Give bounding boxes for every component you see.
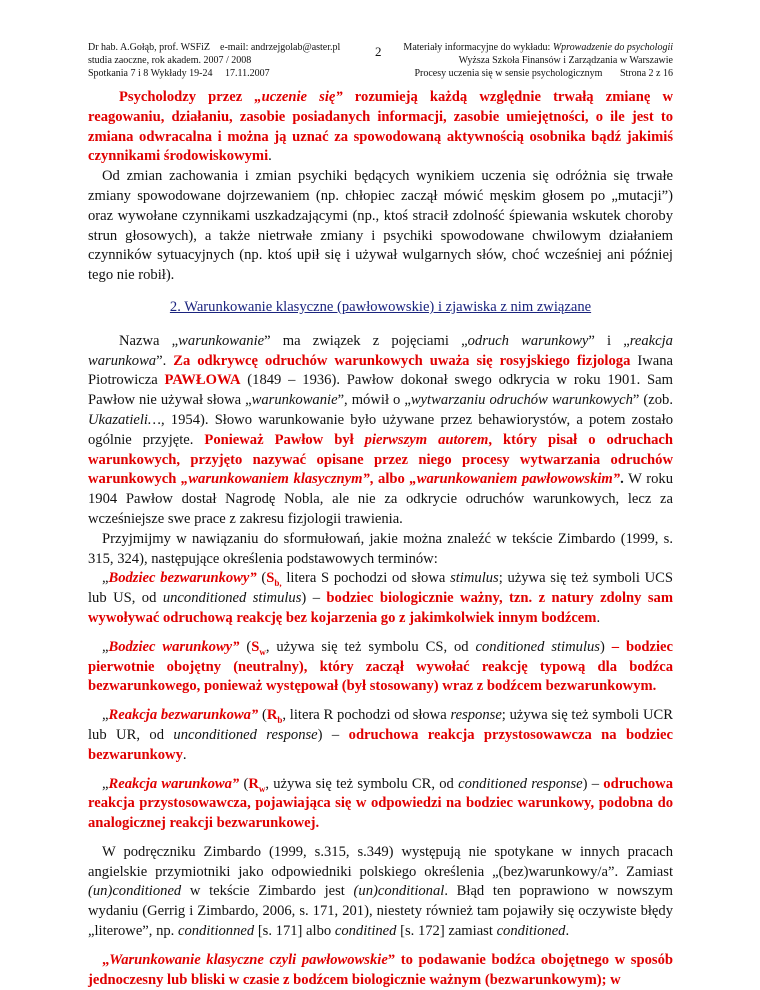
p3-s9: Iwana Piotrowicza — [88, 352, 673, 389]
p1-end: . — [268, 148, 272, 165]
p5-s1: W podręczniku Zimbardo (1999, s.315, s.349) występują nie spotykane w innych pracach angielskie przymiotniki jako odpowiedniki polskiego określenia „(bez)warunkowy/a”. Zamiast — [88, 843, 673, 880]
p5-i5: conditioned — [496, 923, 566, 940]
document-body — [88, 88, 673, 990]
pavlov-paragraph — [88, 332, 673, 530]
p3-s19: pierwszym autorem — [364, 431, 489, 448]
header-materials-prefix: Materiały informacyjne do wykładu: — [403, 42, 553, 53]
header-email: e-mail: andrzejgolab@aster.pl — [220, 42, 341, 53]
d4-symbol-sub: w — [258, 783, 266, 794]
p5-i3: conditionned — [177, 923, 255, 940]
p1-definition: rozumieją każdą względnie trwałą zmianę w reagowaniu, działaniu, zasobie posiadanych informacji, zasobie umiejętności, o ile jest to zmiana odwracalna i można ją uznać za spowodowaną aktywnością osobnika bądź jakimiś czynnikami środowiskowymi — [88, 89, 673, 165]
p3-s15: ” (zob. — [632, 392, 673, 409]
d3-symbol-sub: b — [277, 715, 283, 726]
d1-end: . — [596, 609, 601, 626]
d1-s3: ; używa się też symboli UCS lub US, od — [88, 570, 674, 607]
header-right — [363, 41, 673, 80]
header-author: Dr hab. A.Gołąb, prof. WSFiZ — [88, 42, 211, 53]
d3-symbol-letter: R — [266, 707, 278, 724]
header-date: 17.11.2007 — [224, 68, 270, 79]
p3-s20: , który pisał o odruchach warunkowych, przyjęto nazywać opisane przez niego procesy wytwarzania odruchów warunkowych — [88, 431, 674, 488]
d1-quote: „ — [102, 570, 109, 587]
p1-term: „uczenie się” — [254, 89, 343, 105]
p5-i1: (un)conditioned — [88, 883, 182, 900]
d1-s2: litera S pochodzi od słowa — [281, 570, 451, 587]
p3-s13: ”, mówił o „ — [337, 392, 411, 409]
learning-definition-paragraph — [88, 88, 673, 167]
p3-s1: Nazwa „ — [119, 332, 179, 349]
d4-quote: „ — [102, 775, 109, 792]
d3-s1: ( — [258, 707, 267, 724]
d1-definition: bodziec biologicznie ważny, tzn. z natury zdolny sam wywoływać odruchową reakcję bez kojarzenia go z jakimkolwiek innym bodźcem — [88, 590, 673, 626]
p3-s21: „warunkowaniem klasycznym” — [181, 471, 370, 488]
d2-definition: – bodziec pierwotnie obojętny (neutralny), który zaczął wywołać reakcję typową dla bodźca bezwarunkowego, ponieważ występował (był stosowany) wraz z bodźcem bezwarunkowym. — [88, 638, 673, 695]
p3-s11: (1849 – 1936). Pawłow dokonał swego odkrycia w roku 1901. Sam Pawłow nie używał słowa „ — [88, 372, 673, 409]
header-school: Wyższa Szkoła Finansów i Zarządzania w Warszawie — [458, 55, 673, 66]
definition-conditioned-response — [88, 775, 673, 834]
page-number: 2 — [375, 44, 382, 59]
d2-s2: , używa się też symbolu CS, od — [265, 638, 476, 655]
p3-s2: warunkowanie — [178, 332, 265, 349]
d4-symbol — [248, 776, 265, 792]
p5-s3: . Błąd ten poprawiono w nowszym wydaniu (Gerrig i Zimbardo, 2006, s. 171, 201), niestety również tam pojawiły się oczywiste błędy „literowe”, np. — [88, 883, 673, 940]
d3-s4: ) – — [317, 726, 349, 743]
d1-symbol — [266, 570, 282, 589]
header-left — [88, 41, 358, 80]
p3-s24: . — [620, 471, 624, 488]
p3-s7: ”. — [156, 352, 174, 369]
d4-symbol-letter: R — [248, 775, 259, 792]
p6-text: ” to podawanie bodźca obojętnego w sposób jednoczesny lub bliski w czasie z bodźcem biologicznie ważnym (bezwarunkowym); w — [88, 951, 673, 988]
definition-unconditioned-stimulus — [88, 569, 673, 628]
p3-s4: odruch warunkowy — [467, 332, 589, 349]
d3-s3: ; używa się też symboli UCR lub UR, od — [88, 707, 673, 743]
d1-s1: ( — [256, 570, 267, 587]
d2-eng: conditioned stimulus — [475, 638, 600, 655]
d3-s2: , litera R pochodzi od słowa — [282, 707, 451, 724]
p6-term: Warunkowanie klasyczne czyli pawłowowskie — [109, 951, 388, 968]
zimbardo-errors-paragraph — [88, 843, 673, 942]
header-studies: studia zaoczne, rok akadem. 2007 / 2008 — [88, 55, 252, 66]
d2-symbol-letter: S — [251, 638, 260, 655]
d1-word: stimulus — [450, 570, 499, 587]
p3-s8: Za odkrywcę odruchów warunkowych uważa się rosyjskiego fizjologa — [173, 352, 631, 369]
p5-s4: [s. 171] albo — [254, 923, 335, 940]
maturation-paragraph: Od zmian zachowania i zmian psychiki będących wynikiem uczenia się odróżnia się trwałe zmiany spowodowane dojrzewaniem (np. chłopiec zaczął mówić męskim głosem po „mutacji”) oraz wywołane czynnikami uszkadzającymi (np., ktoś stracił zdolność śpiewania wskutek choroby strun głosowych), a także nietrwałe zmiany i psychiki spowodowane chwilowym działaniem czynników sytuacyjnych (np. ktoś upił się i używał wulgarnych słów, choć wcześniej ani później tego nie robił). — [88, 168, 673, 284]
p6-quote: „ — [102, 951, 110, 968]
d4-s3: ) – — [582, 775, 604, 792]
d1-symbol-letter: S — [266, 570, 275, 587]
d3-definition: odruchowa reakcja przystosowawcza na bodziec bezwarunkowy — [88, 726, 673, 763]
p3-s16: Ukazatieli… — [88, 411, 161, 428]
section-title: 2. Warunkowanie klasyczne (pawłowowskie) i zjawiska z nim związane — [169, 298, 592, 315]
p3-s12: warunkowanie — [251, 392, 338, 409]
p3-pavlov-name: PAWŁOWA — [164, 372, 241, 389]
p3-s25: W roku 1904 Pawłow dostał Nagrodę Nobla, ale nie za odkrycie odruchów warunkowych, lecz za wcześniejsze swe prace z zakresu fizjologii trawienia. — [88, 471, 674, 527]
d4-s2: , używa się też symbolu CR, od — [265, 775, 459, 792]
d4-term: Reakcja warunkowa” — [108, 775, 240, 792]
header-topic: Procesy uczenia się w sensie psychologicznym — [414, 68, 603, 79]
definition-conditioned-stimulus — [88, 638, 673, 697]
d2-symbol — [251, 639, 266, 655]
d1-symbol-sub: b, — [274, 578, 282, 589]
p3-s6: reakcja warunkowa — [88, 332, 673, 369]
p5-s6: . — [565, 923, 570, 940]
d3-end: . — [182, 746, 187, 763]
d3-eng: unconditioned response — [173, 726, 318, 743]
p3-s5: ” i „ — [588, 332, 630, 349]
d2-s3: ) — [599, 638, 612, 655]
d2-quote: „ — [102, 638, 109, 655]
p5-i2: (un)conditional — [353, 883, 445, 900]
p5-i4: conditined — [334, 923, 397, 940]
d3-symbol — [266, 707, 283, 726]
p5-s2: w tekście Zimbardo jest — [181, 883, 354, 900]
d1-eng: unconditioned stimulus — [162, 590, 302, 607]
p3-s18: Ponieważ Pawłow był — [204, 431, 365, 448]
d3-word: response — [450, 707, 502, 724]
definition-unconditioned-response — [88, 706, 673, 765]
classical-conditioning-definition — [88, 951, 673, 990]
p3-s22: , albo — [369, 471, 410, 488]
p3-s17: , 1954). Słowo warunkowanie było używane przez behawiorystów, a potem zostało ogólnie przyjęte. — [88, 411, 673, 448]
d2-s1: ( — [239, 638, 252, 655]
p3-s23: „warunkowaniem pawłowowskim” — [409, 471, 621, 488]
zimbardo-terms-paragraph: Przyjmijmy w nawiązaniu do sformułowań, jakie można znaleźć w tekście Zimbardo (1999, s. 315, 324), następujące określenia podstawowych terminów: — [88, 530, 673, 567]
p1-text: Psycholodzy przez — [119, 89, 255, 105]
d1-s4: ) – — [301, 590, 327, 607]
d4-eng: conditioned response — [458, 775, 583, 792]
header-page-of: Strona 2 z 16 — [619, 68, 673, 79]
p5-s5: [s. 172] zamiast — [396, 923, 497, 940]
d4-s1: ( — [239, 775, 249, 792]
d3-quote: „ — [102, 707, 109, 724]
d4-definition: odruchowa reakcja przystosowawcza, pojawiająca się w odpowiedzi na bodziec warunkowy, podobna do analogicznej reakcji bezwarunkowej. — [88, 775, 674, 832]
header-meetings: Spotkania 7 i 8 Wykłady 19-24 — [88, 68, 213, 79]
p3-s3: ” ma związek z pojęciami „ — [264, 332, 468, 349]
p3-s14: wytwarzaniu odruchów warunkowych — [410, 392, 633, 409]
d2-symbol-sub: w — [259, 646, 266, 657]
d3-term: Reakcja bezwarunkowa” — [108, 707, 259, 724]
d2-term: Bodziec warunkowy” — [108, 638, 240, 655]
header-course-title: Wprowadzenie do psychologii — [552, 42, 673, 53]
d1-term: Bodziec bezwarunkowy” — [108, 570, 257, 587]
